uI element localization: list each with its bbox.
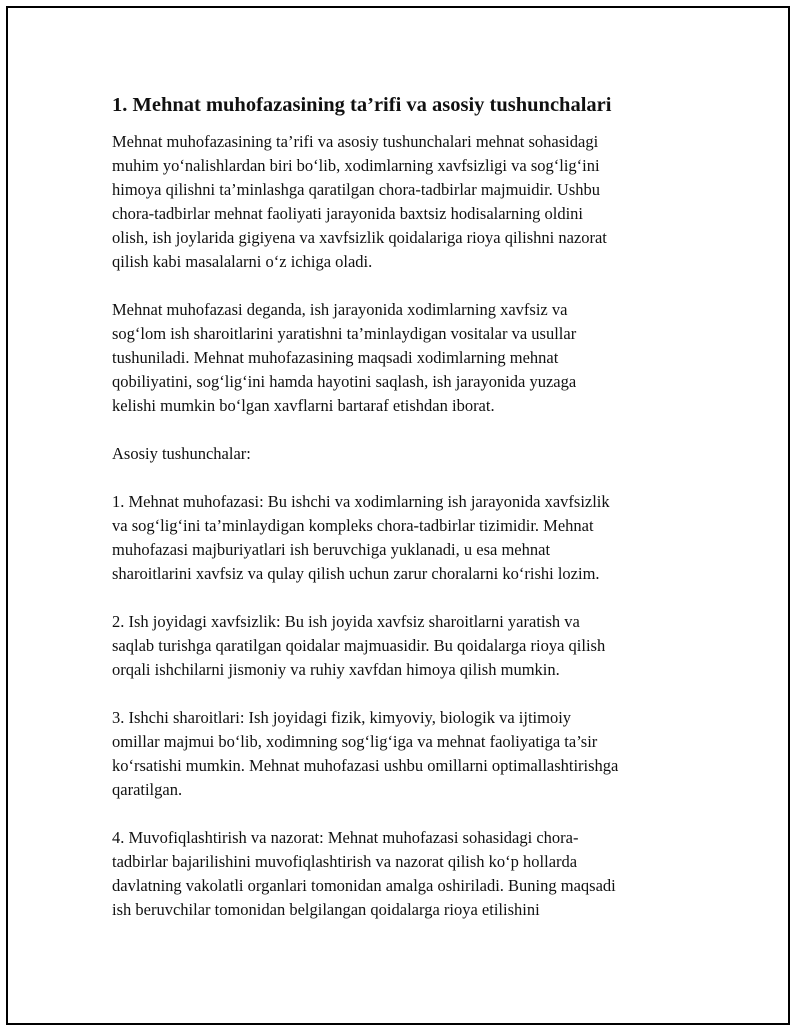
text-line: va sog‘lig‘ini ta’minlaydigan kompleks chora-tadbirlar tizimidir. Mehnat	[112, 516, 594, 535]
text-line: kelishi mumkin bo‘lgan xavflarni bartaraf etishdan iborat.	[112, 396, 495, 415]
paragraph-definition	[112, 130, 692, 274]
text-line: 2. Ish joyidagi xavfsizlik: Bu ish joyida xavfsiz sharoitlarni yaratish va	[112, 612, 580, 631]
text-line: 4. Muvofiqlashtirish va nazorat: Mehnat muhofazasi sohasidagi chora-	[112, 828, 579, 847]
text-line: olish, ish joylarida gigiyena va xavfsizlik qoidalariga rioya qilishni nazorat	[112, 228, 607, 247]
text-line: sharoitlarini xavfsiz va qulay qilish uchun zarur choralarni ko‘rishi lozim.	[112, 564, 600, 583]
text-line: omillar majmui bo‘lib, xodimning sog‘lig‘iga va mehnat faoliyatiga ta’sir	[112, 732, 598, 751]
text-line: tadbirlar bajarilishini muvofiqlashtirish va nazorat qilish ko‘p hollarda	[112, 852, 578, 871]
text-line: Mehnat muhofazasining ta’rifi va asosiy tushunchalari mehnat sohasidagi	[112, 132, 599, 151]
text-line: saqlab turishga qaratilgan qoidalar majmuasidir. Bu qoidalarga rioya qilish	[112, 636, 606, 655]
text-line: sog‘lom ish sharoitlarini yaratishni ta’minlaydigan vositalar va usullar	[112, 324, 577, 343]
document-body	[112, 92, 692, 946]
text-line: tushuniladi. Mehnat muhofazasining maqsadi xodimlarning mehnat	[112, 348, 559, 367]
list-item-2	[112, 610, 692, 682]
text-line: chora-tadbirlar mehnat faoliyati jarayonida baxtsiz hodisalarning oldini	[112, 204, 584, 223]
text-line: Asosiy tushunchalar:	[112, 444, 251, 463]
text-line: muhim yo‘nalishlardan biri bo‘lib, xodimlarning xavfsizligi va sog‘lig‘ini	[112, 156, 600, 175]
text-line: Mehnat muhofazasi deganda, ish jarayonida xodimlarning xavfsiz va	[112, 300, 568, 319]
text-line: 3. Ishchi sharoitlari: Ish joyidagi fizik, kimyoviy, biologik va ijtimoiy	[112, 708, 572, 727]
text-line: orqali ishchilarni jismoniy va ruhiy xavfdan himoya qilish mumkin.	[112, 660, 560, 679]
list-item-1	[112, 490, 692, 586]
paragraph-concepts-intro	[112, 442, 692, 466]
list-item-4	[112, 826, 692, 922]
text-line: 1. Mehnat muhofazasi: Bu ishchi va xodimlarning ish jarayonida xavfsizlik	[112, 492, 610, 511]
text-line: qobiliyatini, sog‘lig‘ini hamda hayotini saqlash, ish jarayonida yuzaga	[112, 372, 577, 391]
text-line: ish beruvchilar tomonidan belgilangan qoidalarga rioya etilishini	[112, 900, 540, 919]
text-line: qilish kabi masalalarni o‘z ichiga oladi.	[112, 252, 373, 271]
text-line: muhofazasi majburiyatlari ish beruvchiga yuklanadi, u esa mehnat	[112, 540, 551, 559]
text-line: qaratilgan.	[112, 780, 183, 799]
text-line: himoya qilishni ta’minlashga qaratilgan chora-tadbirlar majmuidir. Ushbu	[112, 180, 601, 199]
text-line: davlatning vakolatli organlari tomonidan amalga oshiriladi. Buning maqsadi	[112, 876, 616, 895]
text-line: ko‘rsatishi mumkin. Mehnat muhofazasi ushbu omillarni optimallashtirishga	[112, 756, 619, 775]
paragraph-purpose	[112, 298, 692, 418]
section-heading: 1. Mehnat muhofazasining ta’rifi va asosiy tushunchalari	[112, 94, 612, 116]
list-item-3	[112, 706, 692, 802]
